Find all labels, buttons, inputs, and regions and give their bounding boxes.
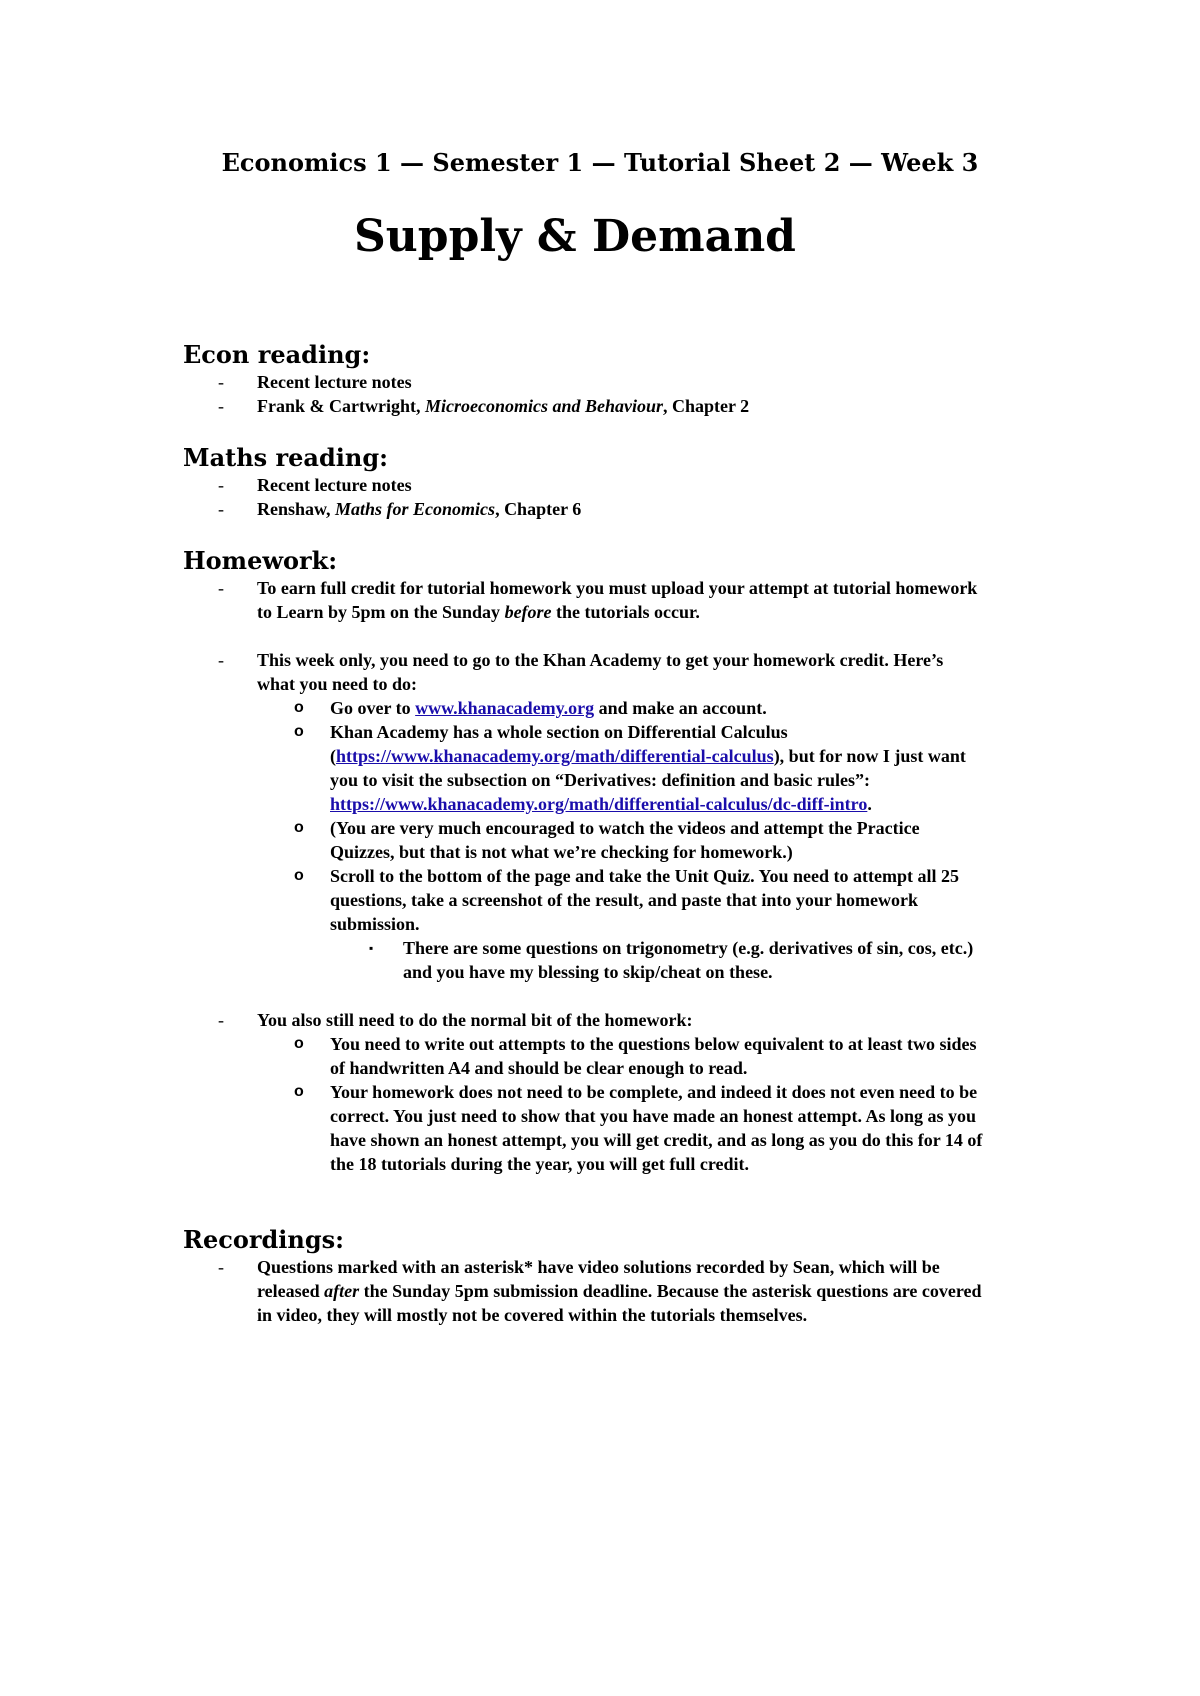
list-item: o Scroll to the bottom of the page and take the Unit Quiz. You need to attempt all 25 questions, take a screenshot of the result, and paste that into your homework submission. ▪ There are some questions on trigonometry (e.g. derivatives of sin, cos, etc.) and you have my blessing to skip/cheat on these. (183, 864, 983, 984)
dash-marker: - (218, 396, 224, 416)
list-item: - To earn full credit for tutorial homework you must upload your attempt at tutorial homework to Learn by 5pm on the Sunday before the tutorials occur. (218, 578, 978, 622)
list-item: - You also still need to do the normal bit of the homework: o You need to write out attempts to the questions below equivalent to at least two sides of handwritten A4 and should be clear enough to read. o Your homework does not need to be complete, and indeed it does not even need to be correct. You just need to show that you have made an honest attempt. As long as you have shown an honest attempt, you will get credit, and as long as you do this for 14 of the 18 tutorials during the year, you will get full credit. (183, 1008, 983, 1176)
maths-reading-list (183, 473, 983, 521)
circle-marker: o (294, 723, 304, 740)
list-item: o Your homework does not need to be complete, and indeed it does not even need to be correct. You just need to show that you have made an honest attempt. As long as you have shown an honest attempt, you will get credit, and as long as you do this for 14 of the 18 tutorials during the year, you will get full credit. (294, 1082, 983, 1174)
list-item: - Recent lecture notes (218, 475, 412, 495)
dash-marker: - (218, 1010, 224, 1030)
list-item: - Frank & Cartwright, Microeconomics and Behaviour, Chapter 2 (218, 396, 750, 416)
dash-marker: - (218, 578, 224, 598)
khan-steps-list (183, 696, 983, 984)
list-item: o Khan Academy has a whole section on Differential Calculus (https://www.khanacademy.org/math/differential-calculus), but for now I just want you to visit the subsection on “Derivatives: definition and basic rules”: https://www.khanacademy.org/math/differential-calculus/dc-diff-intro. (294, 722, 966, 814)
khan-academy-link[interactable]: www.khanacademy.org (415, 698, 595, 718)
normal-homework-list (183, 1032, 983, 1176)
list-item: ▪ There are some questions on trigonometry (e.g. derivatives of sin, cos, etc.) and you have my blessing to skip/cheat on these. (369, 938, 974, 982)
square-marker: ▪ (369, 941, 374, 955)
circle-marker: o (294, 819, 304, 836)
econ-reading-heading: Econ reading: (183, 340, 371, 369)
dash-marker: - (218, 1257, 224, 1277)
recordings-list (183, 1255, 983, 1327)
dash-marker: - (218, 372, 224, 392)
diff-intro-link[interactable]: https://www.khanacademy.org/math/differential-calculus/dc-diff-intro (330, 794, 868, 814)
dash-marker: - (218, 650, 224, 670)
circle-marker: o (294, 699, 304, 716)
econ-reading-list (183, 370, 983, 418)
recordings-heading: Recordings: (183, 1225, 344, 1254)
book-title: Microeconomics and Behaviour (424, 396, 663, 416)
list-item: - Questions marked with an asterisk* have video solutions recorded by Sean, which will be released after the Sunday 5pm submission deadline. Because the asterisk questions are covered in video, they will mostly not be covered within the tutorials themselves. (218, 1257, 982, 1325)
dash-marker: - (218, 499, 224, 519)
list-item: o (You are very much encouraged to watch the videos and attempt the Practice Quizzes, but that is not what we’re checking for homework.) (294, 818, 920, 862)
homework-list (183, 576, 983, 1176)
list-item: - Recent lecture notes (218, 372, 412, 392)
trig-note-list (183, 936, 983, 984)
book-title: Maths for Economics (335, 499, 496, 519)
maths-reading-heading: Maths reading: (183, 443, 388, 472)
circle-marker: o (294, 1083, 304, 1100)
list-item: o Go over to www.khanacademy.org and make an account. (294, 698, 767, 718)
circle-marker: o (294, 867, 304, 884)
circle-marker: o (294, 1035, 304, 1052)
dash-marker: - (218, 475, 224, 495)
sheet-header: Economics 1 — Semester 1 — Tutorial Sheet 2 — Week 3 (221, 148, 979, 177)
differential-calculus-link[interactable]: https://www.khanacademy.org/math/differential-calculus (336, 746, 774, 766)
list-item: o You need to write out attempts to the questions below equivalent to at least two sides of handwritten A4 and should be clear enough to read. (294, 1034, 977, 1078)
document-body (183, 340, 983, 1327)
list-item: - This week only, you need to go to the Khan Academy to get your homework credit. Here’s what you need to do: o Go over to www.khanacademy.org and make an account. o Khan Academy has a whole section on Differential Calculus (https://www.khanacademy.org/math/differential-calculus), but for now I just want you to visit the subsection on “Derivatives: definition and basic rules”: https://www.khanacademy.org/math/differential-calculus/dc-diff-intro. o (You are very much encouraged to watch the videos and attempt the Practice Quizzes, but that is not what we’re checking for homework.) o Scroll to the bottom of the page and take the Unit Quiz. You need to attempt all 25 questions, take a screenshot of the result, and paste that into your homework submission. ▪ There are some questions on trigonometry (e.g. derivatives of sin, cos, etc.) and you have my blessing to skip/cheat on these. (183, 648, 983, 984)
page-title: Supply & Demand (354, 211, 796, 262)
homework-heading: Homework: (183, 546, 338, 575)
list-item: - Renshaw, Maths for Economics, Chapter 6 (218, 499, 582, 519)
